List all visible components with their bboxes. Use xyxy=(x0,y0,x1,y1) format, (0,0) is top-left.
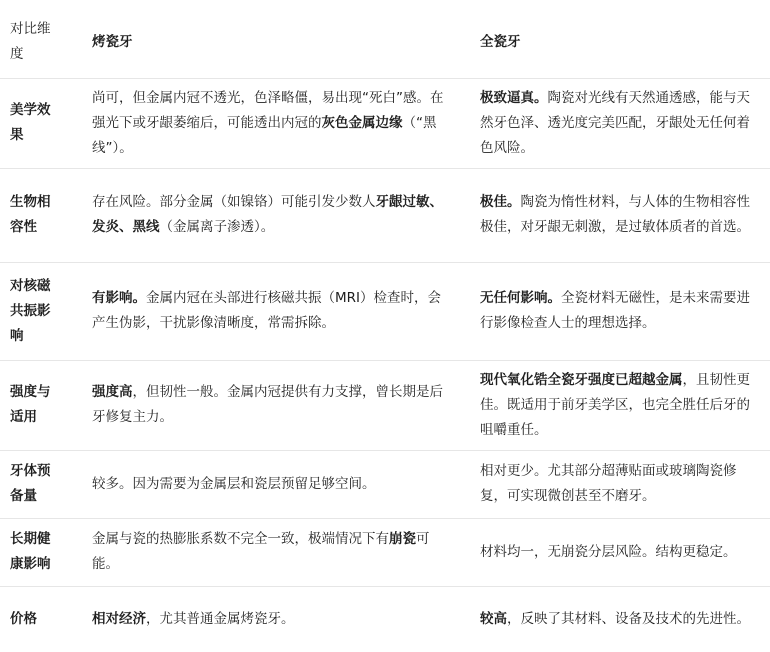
dimension-label: 对核磁共振影响 xyxy=(10,277,51,344)
row-divider xyxy=(0,518,770,519)
cell-text: 材料均一，无崩瓷分层风险。结构更稳定。 xyxy=(480,543,737,560)
cell-text: 金属内冠在头部进行核磁共振（MRI）检查时，会产生伪影，干扰影像清晰度，常需拆除。 xyxy=(92,290,442,331)
cell-text: 可能。 xyxy=(92,531,430,572)
cell-text: 尚可，但金属内冠不透光，色泽略僵，易出现“死白”感。在强光下或牙龈萎缩后，可能透出内冠的 xyxy=(92,89,444,131)
dimension-label: 价格 xyxy=(10,610,37,627)
dimension-label: 美学效果 xyxy=(10,102,51,143)
pfm-cell xyxy=(92,380,454,430)
ceramic-cell xyxy=(480,459,752,509)
header-dimension: 对比维度 xyxy=(10,21,51,62)
pfm-cell xyxy=(92,190,454,240)
table-row xyxy=(0,452,770,516)
ceramic-cell xyxy=(480,286,752,336)
cell-text: ，尤其普通金属烤瓷牙。 xyxy=(146,610,295,627)
cell-text-bold: 无任何影响。 xyxy=(480,290,561,306)
cell-text: 陶瓷为惰性材料，与人体的生物相容性极佳，对牙龈无刺激，是过敏体质者的首选。 xyxy=(480,194,750,235)
pfm-cell xyxy=(92,286,454,336)
pfm-cell xyxy=(92,86,454,161)
dimension-label: 生物相容性 xyxy=(10,194,51,235)
cell-text-bold: 相对经济 xyxy=(92,610,146,627)
cell-text-bold: 较高 xyxy=(480,610,507,627)
row-divider xyxy=(0,262,770,263)
row-divider xyxy=(0,586,770,587)
cell-text: 相对更少。尤其部分超薄贴面或玻璃陶瓷修复，可实现微创甚至不磨牙。 xyxy=(480,463,737,504)
table-row xyxy=(0,588,770,650)
cell-text: 陶瓷对光线有天然通透感，能与天然牙色泽、透光度完美匹配，牙龈处无任何着色风险。 xyxy=(480,89,750,156)
header-all-ceramic: 全瓷牙 xyxy=(480,33,521,50)
table-row xyxy=(0,362,770,448)
cell-text: 存在风险。部分金属（如镍铬）可能引发少数人 xyxy=(92,194,376,210)
cell-text: ，且韧性更佳。既适用于前牙美学区，也完全胜任后牙的咀嚼重任。 xyxy=(480,371,750,438)
cell-text: 全瓷材料无磁性，是未来需要进行影像检查人士的理想选择。 xyxy=(480,290,750,331)
pfm-cell xyxy=(92,472,454,497)
row-divider xyxy=(0,78,770,79)
cell-text-bold: 极致逼真。 xyxy=(480,89,548,106)
cell-text-bold: 极佳。 xyxy=(480,194,521,210)
row-divider xyxy=(0,168,770,169)
row-divider xyxy=(0,360,770,361)
ceramic-cell xyxy=(480,190,752,240)
cell-text: （“黑线”）。 xyxy=(92,114,437,156)
table-row xyxy=(0,520,770,584)
dimension-label: 长期健康影响 xyxy=(10,531,51,572)
cell-text: 金属与瓷的热膨胀系数不完全一致，极端情况下有 xyxy=(92,531,389,547)
table-row xyxy=(0,264,770,358)
ceramic-cell xyxy=(480,607,752,632)
table-row xyxy=(0,170,770,260)
pfm-cell xyxy=(92,607,454,632)
pfm-cell xyxy=(92,527,454,577)
dimension-label: 强度与适用 xyxy=(10,384,51,425)
cell-text-bold: 崩瓷 xyxy=(389,531,416,547)
ceramic-cell xyxy=(480,540,752,565)
cell-text: 较多。因为需要为金属层和瓷层预留足够空间。 xyxy=(92,475,376,492)
cell-text: （金属离子渗透）。 xyxy=(159,219,275,235)
cell-text: ，但韧性一般。金属内冠提供有力支撑，曾长期是后牙修复主力。 xyxy=(92,384,443,425)
table-row xyxy=(0,80,770,166)
cell-text-bold: 有影响。 xyxy=(92,290,146,306)
ceramic-cell xyxy=(480,368,752,443)
ceramic-cell xyxy=(480,86,752,161)
header-pfm-crown: 烤瓷牙 xyxy=(92,33,133,50)
cell-text-bold: 灰色金属边缘 xyxy=(321,114,403,131)
cell-text-bold: 牙龈过敏、发炎、黑线 xyxy=(92,194,443,235)
row-divider xyxy=(0,450,770,451)
cell-text-bold: 强度高 xyxy=(92,384,133,400)
dimension-label: 牙体预备量 xyxy=(10,463,51,504)
cell-text-bold: 现代氧化锆全瓷牙强度已超越金属 xyxy=(480,371,683,388)
cell-text: ，反映了其材料、设备及技术的先进性。 xyxy=(507,610,750,627)
table-header xyxy=(0,8,770,76)
